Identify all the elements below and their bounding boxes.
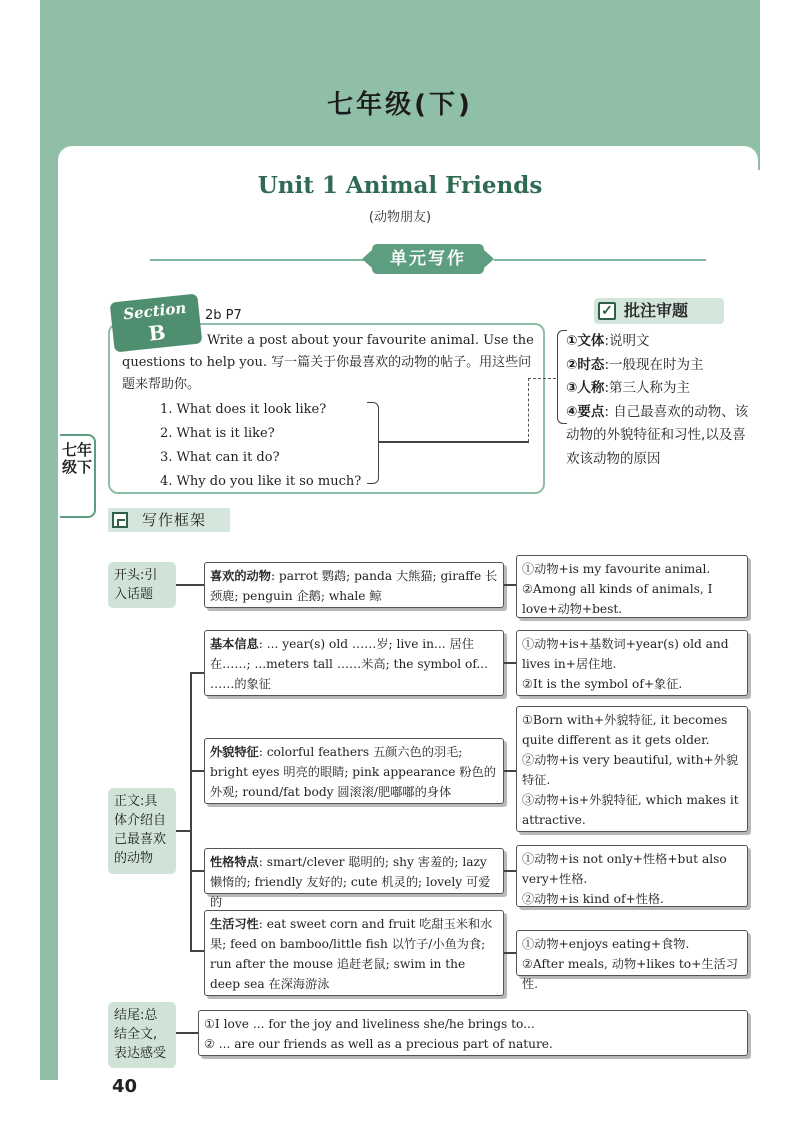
opening-left-key: 喜欢的动物 bbox=[210, 569, 271, 583]
ending-sentence: ② ... are our friends as well as a precious part of nature. bbox=[204, 1037, 553, 1051]
notes-list bbox=[566, 330, 756, 471]
connector-basic bbox=[190, 672, 204, 674]
opening-left-text: : parrot 鹦鹉; panda 大熊猫; giraffe 长颈鹿; penguin 企鹅; whale 鲸 bbox=[210, 569, 498, 603]
question-list bbox=[160, 398, 361, 494]
appearance-left-text: : colorful feathers 五颜六色的羽毛; bright eyes 明亮的眼睛; pink appearance 粉色的外观; round/fat body 圆滚滚/肥嘟嘟的身体 bbox=[210, 745, 496, 799]
grade-title: 七年级(下) bbox=[327, 90, 473, 120]
basic-left-box bbox=[204, 630, 504, 696]
question-item: 4. Why do you like it so much? bbox=[160, 474, 362, 489]
note-key: ②时态 bbox=[566, 356, 605, 373]
opening-sentence: ①动物+is my favourite animal. bbox=[522, 562, 711, 576]
page-number: 40 bbox=[112, 1076, 138, 1097]
personality-right-box bbox=[516, 845, 748, 907]
basic-sentence: ②It is the symbol of+象征. bbox=[522, 677, 683, 691]
banner-arrow-left-icon bbox=[362, 250, 372, 268]
connector-body bbox=[176, 830, 190, 832]
ending-box bbox=[198, 1010, 748, 1056]
section-letter: B bbox=[147, 320, 167, 346]
note-item bbox=[566, 330, 756, 354]
personality-left-key: 性格特点 bbox=[210, 855, 259, 869]
connector-opening-right bbox=[504, 584, 516, 586]
connector-appearance bbox=[190, 770, 204, 772]
label-ending: 结尾:总结全文,表达感受 bbox=[108, 1002, 176, 1068]
note-key: ③人称 bbox=[566, 380, 605, 396]
note-key: ④要点 bbox=[566, 403, 605, 420]
connector-personality-right bbox=[504, 870, 516, 872]
appearance-right-box bbox=[516, 706, 748, 832]
personality-sentence: ①动物+is not only+性格+but also very+性格. bbox=[522, 852, 727, 886]
question-item: 3. What can it do? bbox=[160, 450, 280, 465]
questions-connector bbox=[379, 441, 529, 443]
label-opening: 开头:引入话题 bbox=[108, 562, 176, 608]
task-prompt-cn: 写一篇关于你最喜欢的动物的帖子。用这些问题来帮助你。 bbox=[122, 355, 532, 392]
basic-right-box bbox=[516, 630, 748, 696]
note-value: : 自己最喜欢的动物、该动物的外貌特征和习性,以及喜欢该动物的原因 bbox=[566, 403, 749, 467]
side-grade-tab: 七年级下 bbox=[60, 434, 96, 518]
appearance-sentence: ①Born with+外貌特征, it becomes quite different as it gets older. bbox=[522, 713, 728, 747]
basic-sentence: ①动物+is+基数词+year(s) old and lives in+居住地. bbox=[522, 637, 729, 671]
connector-personality bbox=[190, 870, 204, 872]
body-spine bbox=[190, 672, 192, 950]
questions-brace bbox=[367, 402, 379, 484]
ending-sentence: ①I love ... for the joy and liveliness she/he brings to... bbox=[204, 1017, 535, 1031]
unit-title: Unit 1 Animal Friends bbox=[257, 172, 543, 199]
appearance-sentence: ③动物+is+外貌特征, which makes it attractive. bbox=[522, 793, 739, 827]
appearance-left-key: 外貌特征 bbox=[210, 745, 259, 759]
connector-ending bbox=[176, 1032, 198, 1034]
note-item bbox=[566, 401, 756, 472]
question-item: 1. What does it look like? bbox=[160, 402, 327, 417]
connector-basic-right bbox=[504, 662, 516, 664]
banner-rule-left bbox=[150, 259, 372, 261]
checkbox-icon: ✓ bbox=[598, 302, 616, 320]
task-prompt-en: Write a post about your favourite animal. Use the questions to help you. bbox=[122, 333, 534, 370]
banner-rule-right bbox=[494, 259, 706, 261]
section-word: Section bbox=[122, 298, 188, 324]
appearance-left-box bbox=[204, 738, 504, 804]
dashed-connector-horizontal bbox=[528, 378, 556, 379]
appearance-sentence: ②动物+is very beautiful, with+外貌特征. bbox=[522, 753, 739, 787]
note-item bbox=[566, 377, 756, 401]
question-item: 2. What is it like? bbox=[160, 426, 275, 441]
framework-title: 写作框架 bbox=[108, 508, 230, 532]
note-key: ①文体 bbox=[566, 333, 605, 349]
banner-arrow-right-icon bbox=[484, 250, 494, 268]
opening-sentence: ②Among all kinds of animals, I love+动物+best. bbox=[522, 582, 713, 616]
basic-left-key: 基本信息 bbox=[210, 637, 259, 651]
basic-left-text: : ... year(s) old ……岁; live in... 居住在……; ...meters tall ……米高; the symbol of... ……的象征 bbox=[210, 637, 489, 691]
page-reference: 2b P7 bbox=[205, 308, 242, 323]
dashed-connector-vertical bbox=[528, 378, 530, 442]
connector-opening bbox=[176, 584, 204, 586]
notes-title: 批注审题 bbox=[594, 298, 724, 324]
opening-right-box bbox=[516, 555, 748, 618]
section-banner: 单元写作 bbox=[372, 244, 484, 274]
personality-left-text: : smart/clever 聪明的; shy 害羞的; lazy 懒惰的; friendly 友好的; cute 机灵的; lovely 可爱的 bbox=[210, 855, 491, 909]
habits-left-text: : eat sweet corn and fruit 吃甜玉米和水果; feed on bamboo/little fish 以竹子/小鱼为食; run after the mouse 追赶老鼠; swim in the deep sea 在深海游泳 bbox=[210, 917, 493, 991]
left-margin-strip bbox=[40, 170, 58, 1080]
habits-left-key: 生活习性 bbox=[210, 917, 259, 931]
label-body: 正文:具体介绍自己最喜欢的动物 bbox=[108, 788, 176, 874]
framework-icon bbox=[112, 512, 128, 528]
personality-sentence: ②动物+is kind of+性格. bbox=[522, 892, 664, 906]
connector-habits-right bbox=[504, 952, 516, 954]
note-item bbox=[566, 354, 756, 378]
note-value: :第三人称为主 bbox=[604, 380, 690, 396]
personality-left-box bbox=[204, 848, 504, 909]
habits-right-box bbox=[516, 930, 748, 991]
task-prompt bbox=[122, 330, 536, 396]
unit-subtitle: (动物朋友) bbox=[368, 210, 432, 225]
connector-appearance-right bbox=[504, 770, 516, 772]
note-value: :一般现在时为主 bbox=[604, 356, 704, 373]
habits-sentence: ①动物+enjoys eating+食物. bbox=[522, 937, 690, 951]
note-value: :说明文 bbox=[604, 333, 650, 349]
habits-sentence: ②After meals, 动物+likes to+生活习性. bbox=[522, 957, 738, 991]
habits-left-box bbox=[204, 910, 504, 996]
opening-left-box bbox=[204, 562, 504, 608]
connector-habits bbox=[190, 950, 204, 952]
